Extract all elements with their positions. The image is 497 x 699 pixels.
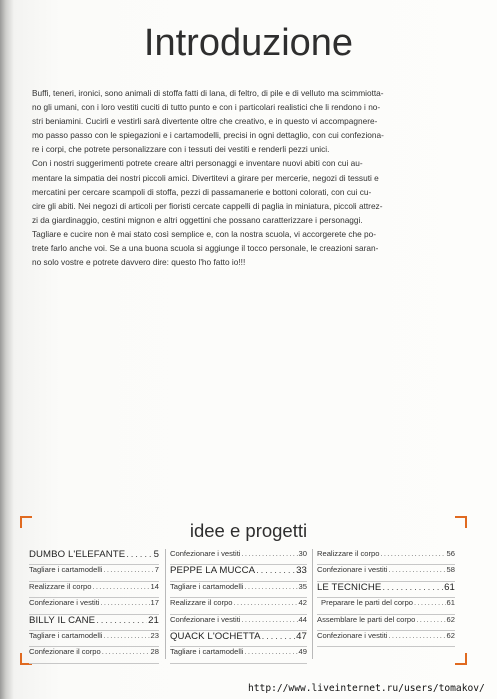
toc-entry-label: Confezionare i vestiti (317, 630, 388, 640)
toc-entry-label: BILLY IL CANE (29, 614, 96, 626)
toc-entry[interactable] (170, 598, 307, 614)
toc-entry-page: 14 (150, 581, 159, 591)
toc-entry-page: 58 (446, 565, 455, 575)
toc-entry-label: Confezionare il corpo (29, 647, 101, 657)
corner-bracket-bottom-right (455, 653, 467, 665)
toc-entry-page: 23 (150, 630, 159, 640)
toc-entry-page: 5 (153, 549, 159, 560)
intro-line: cire gli abiti. Nei negozi di articoli per fioristi cercate cappelli di paglia in miniatura, piccoli attrez- (32, 200, 383, 211)
toc-entry[interactable] (317, 565, 455, 581)
page-title: Introduzione (143, 22, 354, 64)
toc-entry-page: 62 (446, 630, 455, 640)
toc-entry-page: 17 (150, 598, 159, 608)
toc-entry-page: 44 (298, 614, 307, 624)
toc-entry[interactable] (29, 598, 159, 614)
toc-entry-label: Assemblare le parti del corpo (317, 614, 416, 624)
toc-entry-label: QUACK L'OCHETTA (170, 630, 261, 642)
toc-entry-label: DUMBO L'ELEFANTE (29, 549, 126, 560)
toc-entry[interactable] (29, 631, 159, 647)
intro-line: mentare la simpatia dei nostri piccoli amici. Divertitevi a girare per mercerie, negozi di tessuti e (32, 172, 379, 183)
toc-entry-page: 21 (148, 614, 159, 626)
toc-entry-label: Preparare le parti del corpo (321, 598, 414, 608)
intro-line: re i corpi, che potrete personalizzare con i tessuti dei vestiti e renderli pezzi unici. (32, 144, 330, 155)
intro-line: no gli umani, con i loro vestiti cuciti di tutto punto e con i particolari realistici che li rendono i no- (32, 102, 381, 113)
toc-entry-label: Confezionare i vestiti (170, 549, 241, 558)
toc-entry-label: Realizzare il corpo (29, 581, 92, 591)
toc-entry-page: 7 (154, 565, 159, 575)
toc-entry[interactable] (170, 631, 307, 647)
intro-line: stri beniamini. Cucirli e vestirli sarà divertente oltre che creativo, e in questo vi accompagnere- (32, 116, 378, 127)
toc-entry-page: 42 (298, 598, 307, 608)
toc-entry[interactable] (317, 598, 455, 614)
intro-line: trete farlo anche voi. Se a una buona scuola si aggiunge il tocco personale, le creazioni saran- (32, 243, 379, 254)
toc-entry[interactable] (29, 582, 159, 598)
toc-entry-label: Confezionare i vestiti (29, 598, 100, 608)
toc-entry-label: Realizzare il corpo (317, 549, 380, 558)
toc-entry-page: 61 (446, 598, 455, 608)
toc-entry[interactable] (170, 565, 307, 581)
intro-line: no solo vostre e potrete davvero dire: questo l'ho fatto io!!! (32, 257, 246, 268)
intro-text (32, 86, 460, 269)
toc-entry-page: 62 (446, 614, 455, 624)
toc-entry-page: 28 (150, 647, 159, 657)
toc-entry[interactable] (29, 549, 159, 565)
toc-entry-page: 61 (444, 581, 455, 593)
watermark-url: http://www.liveinternet.ru/users/tomakov/ (248, 683, 485, 694)
toc-column-2 (170, 549, 307, 664)
toc-entry-label: Confezionare i vestiti (317, 565, 388, 575)
toc-entry-label: LE TECNICHE (317, 581, 382, 593)
toc-entry-page: 33 (296, 565, 307, 577)
toc-entry[interactable] (317, 631, 455, 647)
toc-entry-label: Tagliare i cartamodelli (170, 581, 244, 591)
toc-entry[interactable] (170, 549, 307, 565)
toc-entry[interactable] (29, 565, 159, 581)
toc-column-1 (29, 549, 159, 664)
toc-heading: idee e progetti (189, 520, 308, 541)
intro-line: mercatini per cercare scampoli di stoffa, pezzi di passamanerie e bottoni colorati, con cui cu- (32, 186, 372, 197)
toc-entry-page: 47 (296, 630, 307, 642)
intro-line: mo passo passo con le spiegazioni e i cartamodelli, precisi in ogni dettaglio, con cui confeziona- (32, 130, 384, 141)
toc-entry-label: Confezionare i vestiti (170, 614, 241, 624)
toc-entry-label: Realizzare il corpo (170, 598, 233, 608)
intro-line: Tagliare e cucire non è mai stato così semplice e, con la nostra scuola, vi accorgerete che po- (32, 228, 377, 239)
toc-entry[interactable] (170, 582, 307, 598)
toc-entry[interactable] (317, 549, 455, 565)
intro-line: Con i nostri suggerimenti potrete creare altri personaggi e inventare nuovi abiti con cui au- (32, 158, 363, 169)
toc-entry[interactable] (317, 615, 455, 631)
toc-entry[interactable] (170, 647, 307, 663)
toc-divider (165, 549, 166, 659)
toc-entry-page: 35 (298, 581, 307, 591)
toc-entry-label: Tagliare i cartamodelli (29, 630, 103, 640)
toc-entry[interactable] (317, 582, 455, 598)
toc-entry[interactable] (29, 615, 159, 631)
toc-column-3 (317, 549, 455, 647)
intro-line: zi da giardinaggio, cestini mignon e altri oggettini che possano caratterizzare i personaggi. (32, 214, 363, 225)
toc-entry-label: Tagliare i cartamodelli (170, 647, 244, 657)
toc-entry-page: 56 (446, 549, 455, 558)
toc-entry-page: 49 (298, 647, 307, 657)
toc-entry[interactable] (29, 647, 159, 663)
toc-entry-label: PEPPE LA MUCCA (170, 565, 256, 577)
toc-entry-page: 30 (298, 549, 307, 558)
intro-line: Buffi, teneri, ironici, sono animali di stoffa fatti di lana, di feltro, di pile e di velluto ma scimmiotta- (32, 88, 384, 98)
toc-entry[interactable] (170, 615, 307, 631)
toc-entry-label: Tagliare i cartamodelli (29, 565, 103, 575)
toc-divider (312, 549, 313, 659)
